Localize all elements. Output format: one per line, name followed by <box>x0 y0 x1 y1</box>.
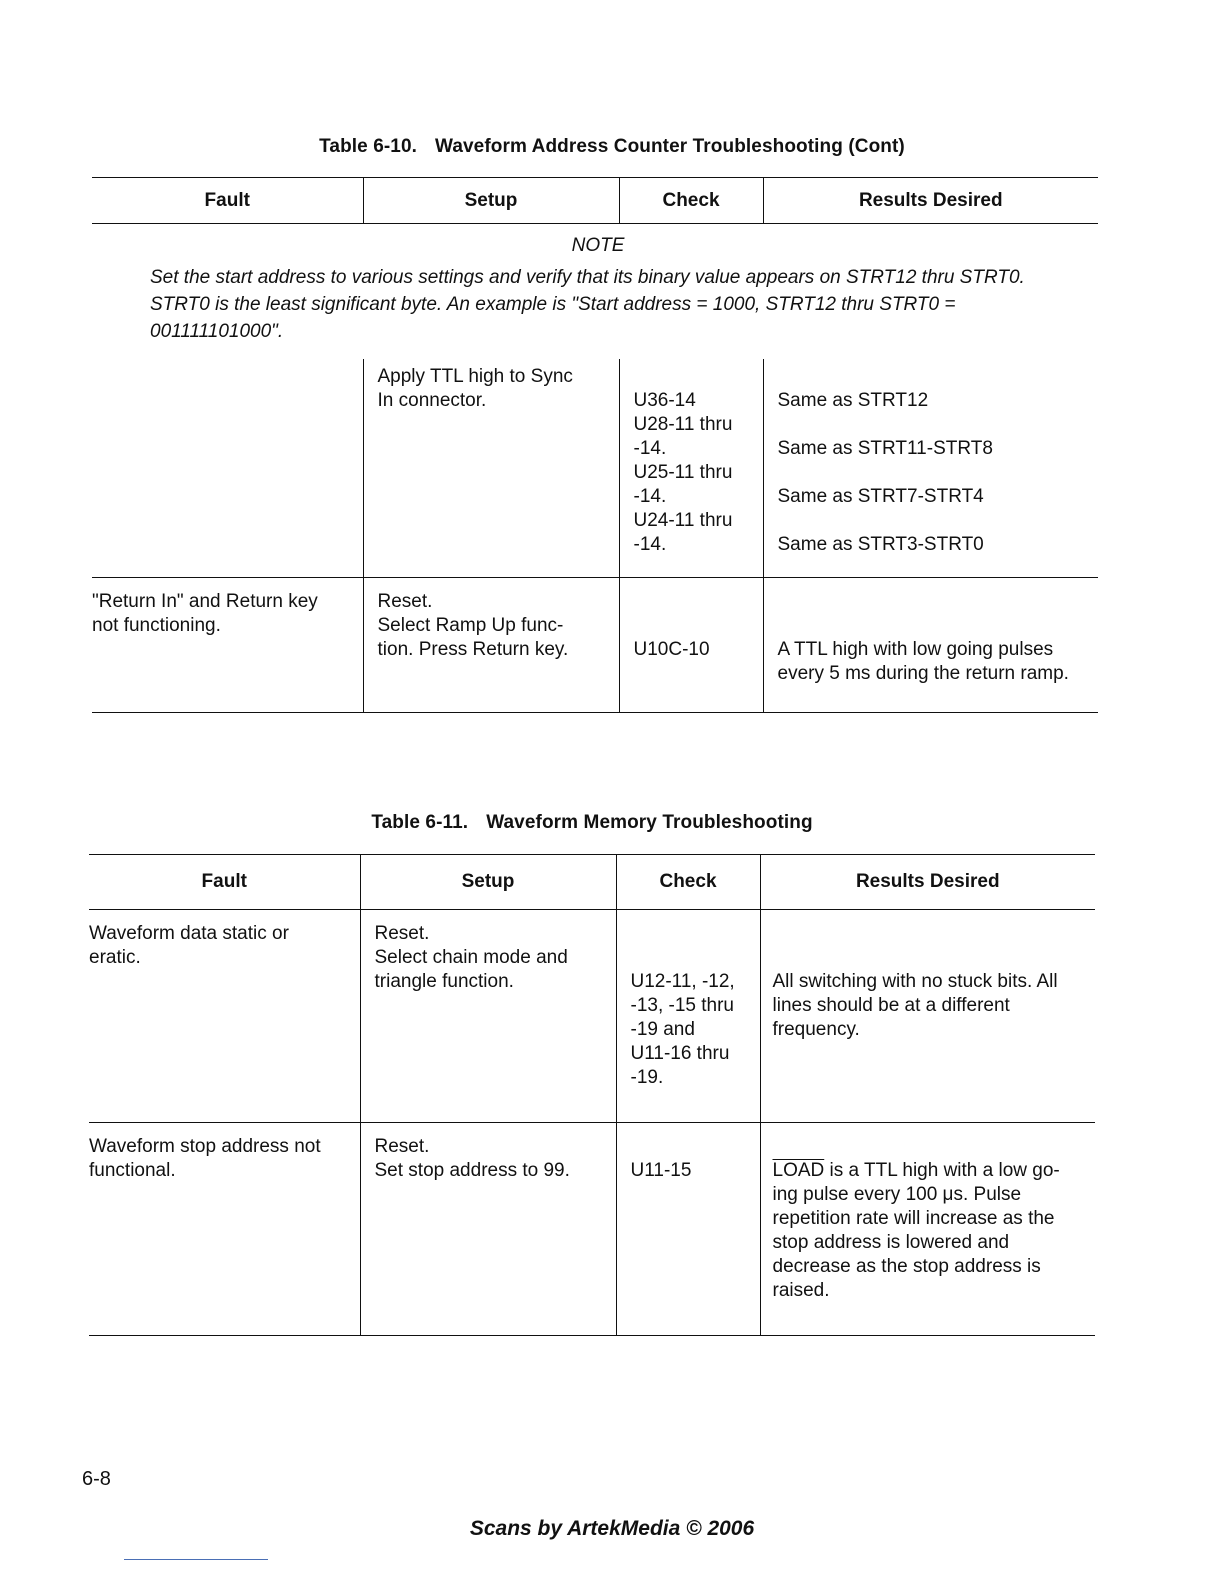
note-heading: NOTE <box>571 235 625 256</box>
load-signal-overlined: LOAD <box>772 1160 825 1181</box>
check-cell: U11-15 <box>616 1123 760 1336</box>
check-cell: U12-11, -12, -13, -15 thru -19 and U11-16 thru -19. <box>616 910 760 1123</box>
results-cell: LOAD is a TTL high with a low go- ing pulse every 100 μs. Pulse repetition rate will increase as the stop address is lowered and decrease as the stop address is raised. <box>760 1123 1095 1336</box>
fault-cell: "Return In" and Return key not functioning. <box>92 578 363 713</box>
footer-rule <box>124 1559 268 1560</box>
table-row <box>89 910 1095 1123</box>
header-setup: Setup <box>363 178 619 224</box>
header-results-desired: Results Desired <box>760 855 1095 910</box>
table-row <box>92 578 1098 713</box>
header-results-desired: Results Desired <box>763 178 1098 224</box>
table-row <box>92 359 1098 578</box>
check-cell: U36-14 U28-11 thru -14. U25-11 thru -14. U24-11 thru -14. <box>619 359 763 578</box>
header-check: Check <box>619 178 763 224</box>
results-cell: Same as STRT12 Same as STRT11-STRT8 Same as STRT7-STRT4 Same as STRT3-STRT0 <box>763 359 1098 578</box>
table-title: Waveform Address Counter Troubleshooting (Cont) <box>435 136 905 157</box>
footer-credit: Scans by ArtekMedia © 2006 <box>469 1517 755 1540</box>
table-row <box>89 1123 1095 1336</box>
table-6-10-caption <box>0 136 1224 158</box>
results-cell: All switching with no stuck bits. All lines should be at a different frequency. <box>760 910 1095 1123</box>
header-fault: Fault <box>92 178 363 224</box>
results-cell: A TTL high with low going pulses every 5 ms during the return ramp. <box>763 578 1098 713</box>
table-number: Table 6-10. <box>319 136 418 157</box>
note-text: Set the start address to various settings and verify that its binary value appears on STRT12 thru STRT0. STRT0 is the least significant byte. An example is "Start address = 1000, STRT12 thru STRT0 = 001111101000". <box>150 267 1025 342</box>
table-6-11-caption <box>0 812 1204 834</box>
table-title: Waveform Memory Troubleshooting <box>486 812 813 833</box>
page-number: 6-8 <box>82 1468 111 1490</box>
table-number: Table 6-11. <box>371 812 469 833</box>
fault-cell <box>92 359 363 578</box>
fault-cell: Waveform stop address not functional. <box>89 1123 360 1336</box>
table-6-10 <box>92 177 1098 713</box>
table-6-11 <box>89 854 1095 1336</box>
check-cell: U10C-10 <box>619 578 763 713</box>
setup-cell: Reset. Select chain mode and triangle function. <box>360 910 616 1123</box>
header-fault: Fault <box>89 855 360 910</box>
setup-cell: Reset. Set stop address to 99. <box>360 1123 616 1336</box>
setup-cell: Reset. Select Ramp Up func- tion. Press Return key. <box>363 578 619 713</box>
fault-cell: Waveform data static or eratic. <box>89 910 360 1123</box>
header-check: Check <box>616 855 760 910</box>
setup-cell: Apply TTL high to Sync In connector. <box>363 359 619 578</box>
header-setup: Setup <box>360 855 616 910</box>
